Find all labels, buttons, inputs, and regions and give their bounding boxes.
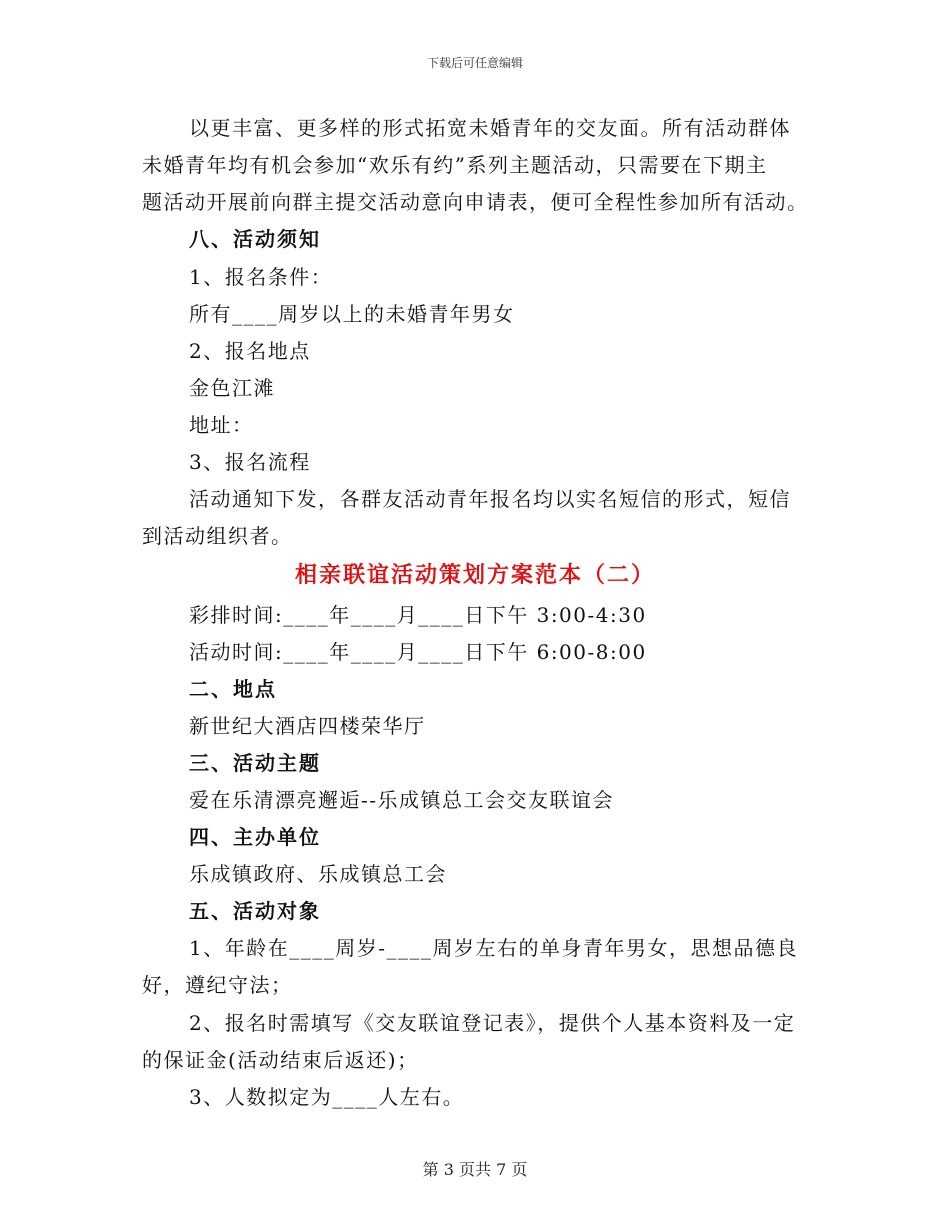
organizer-text: 乐成镇政府、乐成镇总工会 (189, 862, 447, 886)
rehearsal-time: 彩排时间:____年____月____日下午 3:00-4:30 (189, 603, 647, 627)
section-heading-2: 二、地点 (189, 677, 277, 701)
address-label: 地址： (189, 413, 254, 437)
section-heading-8: 八、活动须知 (189, 227, 321, 251)
paragraph-line: 好，遵纪守法； (142, 973, 293, 997)
page-header: 下载后可任意编辑 (426, 56, 523, 70)
paragraph-line: 活动通知下发，各群友活动青年报名均以实名短信的形式，短信 (189, 487, 791, 511)
paragraph-line: 1、年龄在____周岁-____周岁左右的单身青年男女，思想品德良 (189, 936, 798, 960)
paragraph-line: 未婚青年均有机会参加“欢乐有约”系列主题活动，只需要在下期主 (142, 153, 768, 177)
theme-text: 爱在乐清漂亮邂逅--乐成镇总工会交友联谊会 (189, 788, 615, 812)
item-heading: 1、报名条件： (189, 265, 333, 289)
paragraph-line: 到活动组织者。 (142, 524, 293, 548)
location-text: 新世纪大酒店四楼荣华厅 (189, 714, 426, 738)
paragraph-line: 的保证金(活动结束后返还)； (142, 1048, 419, 1072)
paragraph-line: 以更丰富、更多样的形式拓宽未婚青年的交友面。所有活动群体 (189, 116, 791, 140)
item-text: 所有____周岁以上的未婚青年男女 (189, 302, 515, 326)
section-heading-5: 五、活动对象 (189, 899, 321, 923)
item-text: 金色江滩 (189, 376, 275, 400)
event-time: 活动时间:____年____月____日下午 6:00-8:00 (189, 640, 647, 664)
paragraph-line: 3、人数拟定为____人左右。 (189, 1085, 465, 1109)
document-title: 相亲联谊活动策划方案范本（二） (294, 563, 655, 588)
item-heading: 3、报名流程 (189, 450, 311, 474)
page-footer: 第 3 页共 7 页 (422, 1160, 528, 1179)
paragraph-line: 题活动开展前向群主提交活动意向申请表，便可全程性参加所有活动。 (142, 190, 809, 214)
paragraph-line: 2、报名时需填写《交友联谊登记表》，提供个人基本资料及一定 (189, 1011, 796, 1035)
item-heading: 2、报名地点 (189, 339, 311, 363)
section-heading-4: 四、主办单位 (189, 825, 321, 849)
section-heading-3: 三、活动主题 (189, 751, 321, 775)
